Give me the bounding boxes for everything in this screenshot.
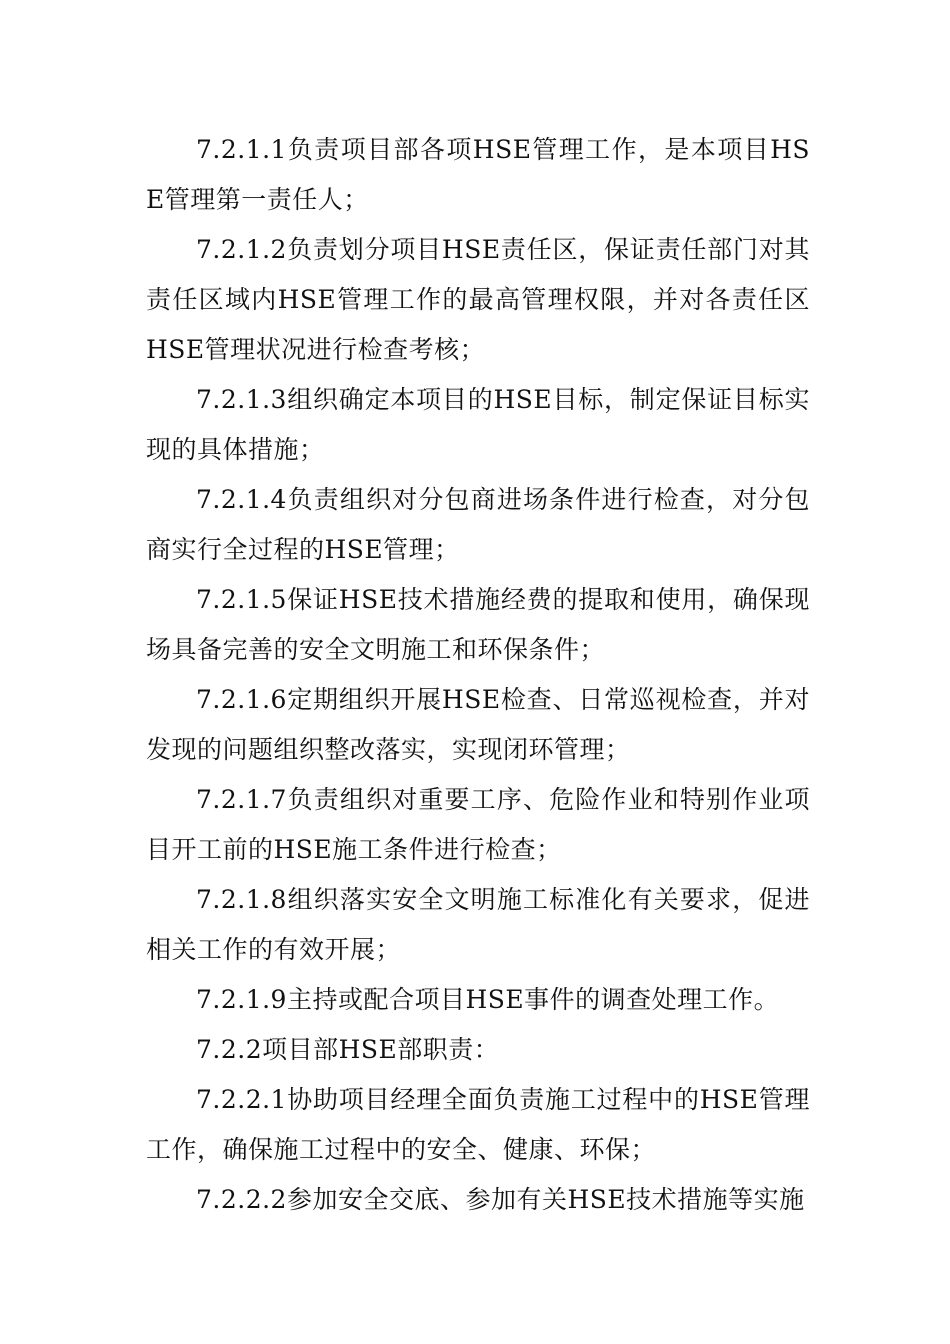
paragraph-7-2-1-8: 7.2.1.8组织落实安全文明施工标准化有关要求，促进相关工作的有效开展； xyxy=(146,885,810,964)
document-body xyxy=(146,125,810,1225)
paragraph-7-2-1-1: 7.2.1.1负责项目部各项HSE管理工作，是本项目HSE管理第一责任人； xyxy=(146,135,810,214)
paragraph-7-2-1-5: 7.2.1.5保证HSE技术措施经费的提取和使用，确保现场具备完善的安全文明施工和环保条件； xyxy=(146,585,810,664)
paragraph-7-2-1-9: 7.2.1.9主持或配合项目HSE事件的调查处理工作。 xyxy=(196,985,780,1014)
paragraph-7-2-1-7: 7.2.1.7负责组织对重要工序、危险作业和特别作业项目开工前的HSE施工条件进行检查； xyxy=(146,785,810,864)
section-heading-7-2-2: 7.2.2项目部HSE部职责： xyxy=(196,1035,500,1064)
paragraph-7-2-1-6: 7.2.1.6定期组织开展HSE检查、日常巡视检查，并对发现的问题组织整改落实，实现闭环管理； xyxy=(146,685,810,764)
paragraph-7-2-1-3: 7.2.1.3组织确定本项目的HSE目标，制定保证目标实现的具体措施； xyxy=(146,385,810,464)
paragraph-7-2-1-4: 7.2.1.4负责组织对分包商进场条件进行检查，对分包商实行全过程的HSE管理； xyxy=(146,485,810,564)
paragraph-7-2-2-1: 7.2.2.1协助项目经理全面负责施工过程中的HSE管理工作，确保施工过程中的安全、健康、环保； xyxy=(146,1085,810,1164)
paragraph-7-2-1-2: 7.2.1.2负责划分项目HSE责任区，保证责任部门对其责任区域内HSE管理工作的最高管理权限，并对各责任区HSE管理状况进行检查考核； xyxy=(146,235,810,364)
paragraph-7-2-2-2: 7.2.2.2参加安全交底、参加有关HSE技术措施等实施 xyxy=(196,1185,805,1214)
